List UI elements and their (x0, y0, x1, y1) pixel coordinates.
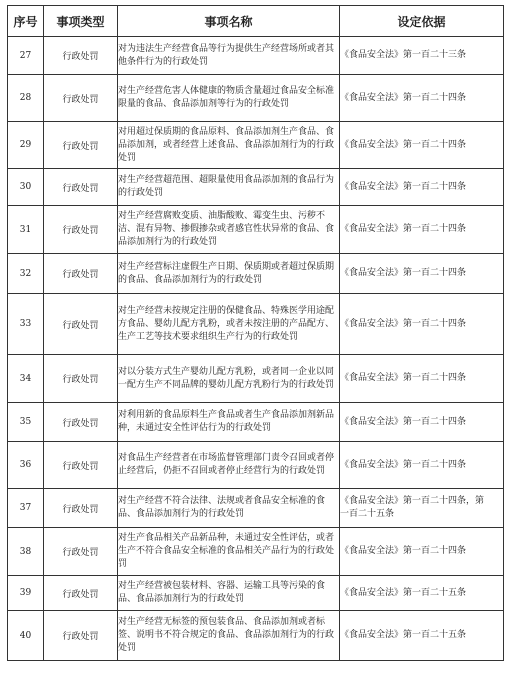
item-type-cell: 行政处罚 (44, 294, 118, 355)
legal-basis-cell: 《食品安全法》第一百二十四条 (340, 403, 504, 442)
serial-number-cell: 27 (8, 37, 44, 75)
serial-number-cell: 35 (8, 403, 44, 442)
item-name-cell: 对为违法生产经营食品等行为提供生产经营场所或者其他条件行为的行政处罚 (118, 37, 340, 75)
serial-number-cell: 32 (8, 254, 44, 294)
table-row (8, 206, 504, 254)
item-name-cell: 对生产经营腐败变质、油脂酸败、霉变生虫、污秽不洁、混有异物、掺假掺杂或者感官性状异常的食品、食品添加剂行为的行政处罚 (118, 206, 340, 254)
item-type-cell: 行政处罚 (44, 403, 118, 442)
item-name-cell: 对生产经营超范围、超限量使用食品添加剂的食品行为的行政处罚 (118, 169, 340, 206)
item-name-cell: 对生产经营危害人体健康的物质含量超过食品安全标准限量的食品、食品添加剂等行为的行政处罚 (118, 75, 340, 122)
serial-number-cell: 36 (8, 442, 44, 489)
table-row (8, 75, 504, 122)
header-row (8, 6, 504, 37)
legal-basis-cell: 《食品安全法》第一百二十四条 (340, 75, 504, 122)
table-row (8, 169, 504, 206)
item-name-cell: 对生产经营无标签的预包装食品、食品添加剂或者标签、说明书不符合规定的食品、食品添加剂行为的行政处罚 (118, 611, 340, 661)
legal-basis-cell: 《食品安全法》第一百二十四条 (340, 294, 504, 355)
table-row (8, 37, 504, 75)
serial-number-cell: 37 (8, 489, 44, 528)
header-item-type: 事项类型 (44, 6, 118, 37)
legal-basis-line: 《食品安全法》第一百二十四条，第 (340, 496, 485, 506)
serial-number-cell: 28 (8, 75, 44, 122)
item-type-cell: 行政处罚 (44, 611, 118, 661)
item-type-cell: 行政处罚 (44, 254, 118, 294)
table-row (8, 122, 504, 169)
table-row (8, 294, 504, 355)
serial-number-cell: 34 (8, 355, 44, 403)
serial-number-cell: 33 (8, 294, 44, 355)
table-row (8, 355, 504, 403)
legal-basis-cell: 《食品安全法》第一百二十四条 (340, 442, 504, 489)
item-type-cell: 行政处罚 (44, 489, 118, 528)
item-name-cell: 对生产经营被包装材料、容器、运输工具等污染的食品、食品添加剂行为的行政处罚 (118, 576, 340, 611)
legal-basis-cell: 《食品安全法》第一百二十五条 (340, 576, 504, 611)
item-name-cell: 对生产食品相关产品新品种，未通过安全性评估，或者生产不符合食品安全标准的食品相关产品行为的行政处罚 (118, 528, 340, 576)
item-type-cell: 行政处罚 (44, 355, 118, 403)
item-type-cell: 行政处罚 (44, 37, 118, 75)
item-name-cell: 对生产经营标注虚假生产日期、保质期或者超过保质期的食品、食品添加剂行为的行政处罚 (118, 254, 340, 294)
legal-basis-cell: 《食品安全法》第一百二十四条 (340, 122, 504, 169)
serial-number-cell: 38 (8, 528, 44, 576)
legal-basis-cell (340, 489, 504, 528)
serial-number-cell: 30 (8, 169, 44, 206)
header-item-name: 事项名称 (118, 6, 340, 37)
item-name-cell: 对以分装方式生产婴幼儿配方乳粉，或者同一企业以同一配方生产不同品牌的婴幼儿配方乳粉行为的行政处罚 (118, 355, 340, 403)
item-type-cell: 行政处罚 (44, 576, 118, 611)
table-row (8, 489, 504, 528)
legal-basis-cell: 《食品安全法》第一百二十四条 (340, 169, 504, 206)
legal-basis-cell: 《食品安全法》第一百二十四条 (340, 254, 504, 294)
table-row (8, 611, 504, 661)
administrative-penalty-table (7, 5, 504, 661)
legal-basis-cell: 《食品安全法》第一百二十三条 (340, 37, 504, 75)
serial-number-cell: 29 (8, 122, 44, 169)
item-type-cell: 行政处罚 (44, 122, 118, 169)
serial-number-cell: 31 (8, 206, 44, 254)
item-type-cell: 行政处罚 (44, 206, 118, 254)
item-type-cell: 行政处罚 (44, 528, 118, 576)
item-type-cell: 行政处罚 (44, 169, 118, 206)
table-row (8, 254, 504, 294)
table-row (8, 403, 504, 442)
item-name-cell: 对生产经营未按规定注册的保健食品、特殊医学用途配方食品、婴幼儿配方乳粉，或者未按注册的产品配方、生产工艺等技术要求组织生产行为的行政处罚 (118, 294, 340, 355)
legal-basis-cell: 《食品安全法》第一百二十四条 (340, 206, 504, 254)
item-name-cell: 对利用新的食品原料生产食品或者生产食品添加剂新品种，未通过安全性评估行为的行政处罚 (118, 403, 340, 442)
legal-basis-cell: 《食品安全法》第一百二十四条 (340, 528, 504, 576)
serial-number-cell: 39 (8, 576, 44, 611)
item-name-cell: 对用超过保质期的食品原料、食品添加剂生产食品、食品添加剂，或者经营上述食品、食品添加剂行为的行政处罚 (118, 122, 340, 169)
legal-basis-cell: 《食品安全法》第一百二十五条 (340, 611, 504, 661)
header-serial-number: 序号 (8, 6, 44, 37)
legal-basis-line: 一百二十五条 (340, 509, 395, 519)
item-name-cell: 对生产经营不符合法律、法规或者食品安全标准的食品、食品添加剂行为的行政处罚 (118, 489, 340, 528)
legal-basis-cell: 《食品安全法》第一百二十四条 (340, 355, 504, 403)
table-row (8, 442, 504, 489)
header-legal-basis: 设定依据 (340, 6, 504, 37)
serial-number-cell: 40 (8, 611, 44, 661)
table-row (8, 576, 504, 611)
item-type-cell: 行政处罚 (44, 442, 118, 489)
item-name-cell: 对食品生产经营者在市场监督管理部门责令召回或者停止经营后，仍拒不召回或者停止经营行为的行政处罚 (118, 442, 340, 489)
table-row (8, 528, 504, 576)
item-type-cell: 行政处罚 (44, 75, 118, 122)
